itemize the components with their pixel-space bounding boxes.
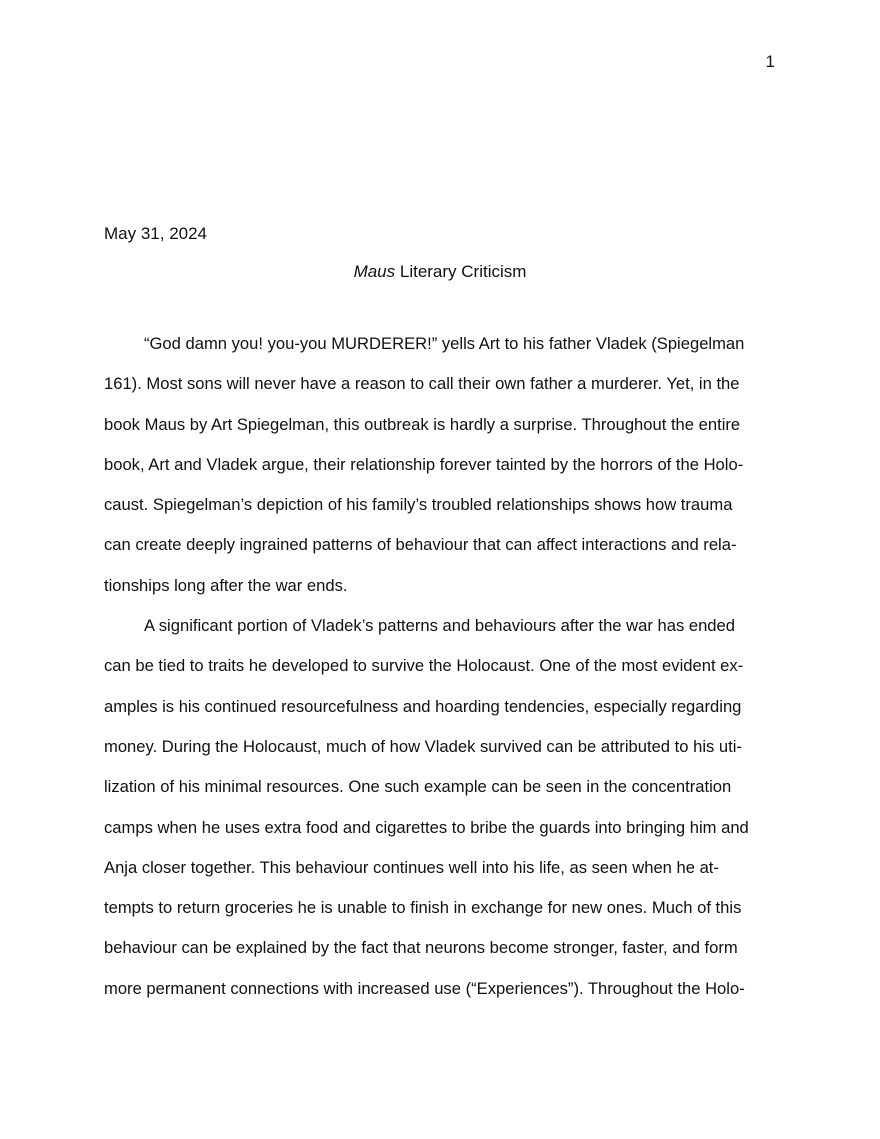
body-line: “God damn you! you-you MURDERER!” yells Art to his father Vladek (Spiegelman	[144, 334, 745, 353]
body-line: can create deeply ingrained patterns of behaviour that can affect interactions and rela-	[104, 535, 737, 555]
body-line: tempts to return groceries he is unable to finish in exchange for new ones. Much of this	[104, 898, 742, 918]
essay-title	[0, 262, 880, 282]
body-line: can be tied to traits he developed to survive the Holocaust. One of the most evident ex-	[104, 656, 744, 676]
body-line: camps when he uses extra food and cigarettes to bribe the guards into bringing him and	[104, 817, 749, 837]
body-line: tionships long after the war ends.	[104, 575, 348, 595]
body-line: 161). Most sons will never have a reason to call their own father a murderer. Yet, in the	[104, 374, 740, 394]
body-line: Anja closer together. This behaviour continues well into his life, as seen when he at-	[104, 857, 719, 877]
body-line: money. During the Holocaust, much of how Vladek survived can be attributed to his uti-	[104, 736, 742, 756]
body-line: caust. Spiegelman’s depiction of his family’s troubled relationships shows how trauma	[104, 495, 733, 515]
body-line: lization of his minimal resources. One such example can be seen in the concentration	[104, 777, 732, 797]
essay-date: May 31, 2024	[104, 224, 208, 243]
essay-title-italic: Maus	[353, 262, 396, 281]
body-line: behaviour can be explained by the fact that neurons become stronger, faster, and form	[104, 938, 738, 958]
body-line: more permanent connections with increased use (“Experiences”). Throughout the Holo-	[104, 978, 745, 998]
body-line: amples is his continued resourcefulness and hoarding tendencies, especially regarding	[104, 696, 742, 716]
essay-title-rest: Literary Criticism	[395, 262, 527, 281]
body-line: book Maus by Art Spiegelman, this outbreak is hardly a surprise. Throughout the entire	[104, 414, 741, 434]
essay-body	[104, 332, 776, 1017]
body-line: book, Art and Vladek argue, their relationship forever tainted by the horrors of the Holo-	[104, 454, 744, 474]
body-line: A significant portion of Vladek’s patterns and behaviours after the war has ended	[144, 616, 735, 636]
page-number: 1	[765, 52, 775, 71]
